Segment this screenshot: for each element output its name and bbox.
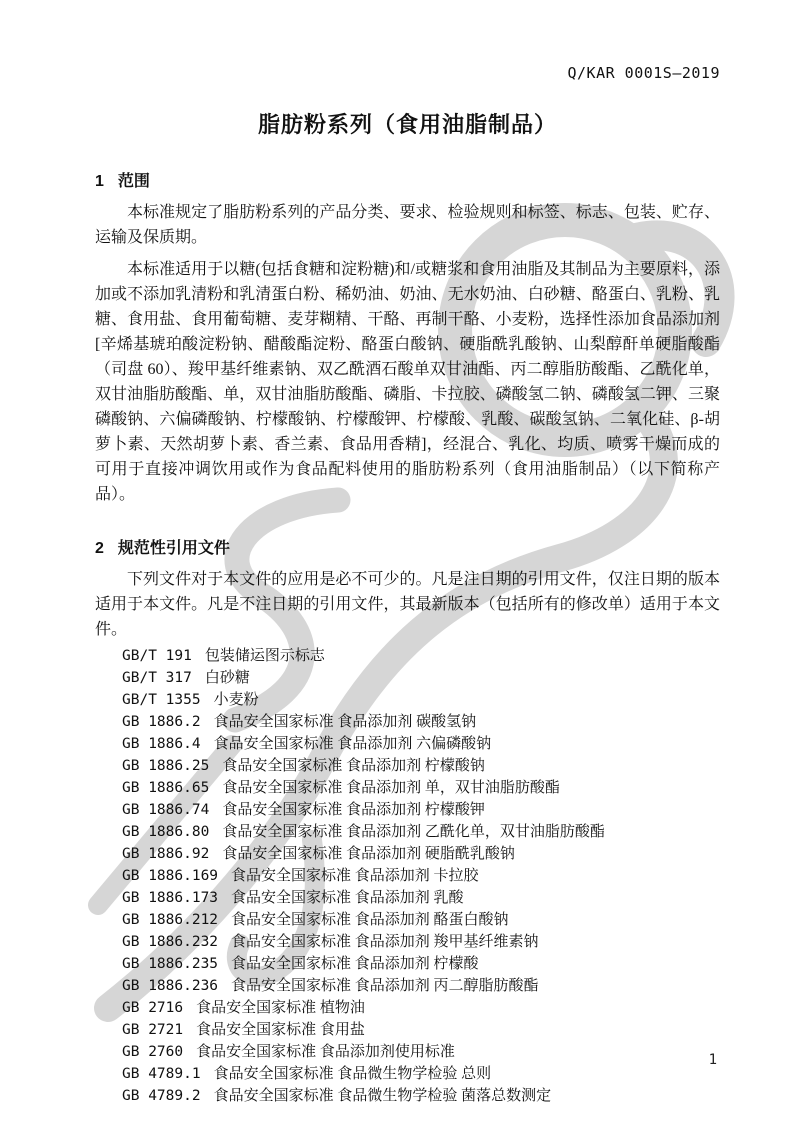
reference-row: [122, 843, 720, 865]
reference-code: GB 2721: [122, 1022, 184, 1038]
reference-title: 食品安全国家标准 食品添加剂 羧甲基纤维素钠: [231, 934, 539, 950]
section-1-title: 范围: [117, 173, 150, 190]
reference-title: 食品安全国家标准 食品添加剂 柠檬酸: [231, 956, 479, 972]
reference-title: 食品安全国家标准 食品添加剂 柠檬酸钾: [222, 802, 485, 818]
reference-code: GB 1886.232: [122, 934, 219, 950]
reference-row: [122, 777, 720, 799]
reference-row: [122, 1041, 720, 1063]
reference-code: GB 1886.2: [122, 714, 201, 730]
reference-code: GB 1886.65: [122, 780, 210, 796]
reference-row: [122, 975, 720, 997]
reference-code: GB 2760: [122, 1044, 184, 1060]
reference-code: GB 1886.92: [122, 846, 210, 862]
reference-row: [122, 1019, 720, 1041]
section-2-paragraph-1: 下列文件对于本文件的应用是必不可少的。凡是注日期的引用文件，仅注日期的版本适用于本文件。凡是不注日期的引用文件，其最新版本（包括所有的修改单）适用于本文件。: [95, 571, 720, 638]
page-number: 1: [708, 1052, 717, 1068]
reference-code: GB/T 1355: [122, 692, 201, 708]
reference-title: 食品安全国家标准 食品添加剂 乙酰化单，双甘油脂肪酸酯: [222, 824, 605, 840]
doc-number: Q/KAR 0001S—2019: [567, 64, 720, 82]
reference-title: 食品安全国家标准 食品添加剂 硬脂酰乳酸钠: [222, 846, 515, 862]
page-title: 脂肪粉系列（食用油脂制品）: [257, 112, 557, 137]
reference-row: [122, 887, 720, 909]
reference-row: [122, 711, 720, 733]
reference-list: [95, 645, 720, 1107]
reference-code: GB 4789.2: [122, 1088, 201, 1104]
reference-code: GB 1886.80: [122, 824, 210, 840]
reference-title: 白砂糖: [204, 670, 250, 686]
reference-code: GB 1886.74: [122, 802, 210, 818]
reference-title: 食品安全国家标准 食品添加剂 单，双甘油脂肪酸酯: [222, 780, 560, 796]
reference-row: [122, 799, 720, 821]
reference-code: GB 1886.25: [122, 758, 210, 774]
reference-row: [122, 645, 720, 667]
section-2-title: 规范性引用文件: [117, 540, 230, 557]
reference-title: 食品安全国家标准 食品添加剂 酪蛋白酸钠: [231, 912, 509, 928]
reference-code: GB 1886.236: [122, 978, 219, 994]
reference-code: GB/T 191: [122, 648, 192, 664]
reference-row: [122, 821, 720, 843]
reference-title: 食品安全国家标准 食品微生物学检验 菌落总数测定: [213, 1088, 552, 1104]
section-1-number: 1: [95, 173, 104, 190]
reference-row: [122, 1085, 720, 1107]
reference-title: 食品安全国家标准 食用盐: [196, 1022, 365, 1038]
reference-row: [122, 1063, 720, 1085]
reference-title: 食品安全国家标准 植物油: [196, 1000, 365, 1016]
section-1-paragraph-1: 本标准规定了脂肪粉系列的产品分类、要求、检验规则和标签、标志、包装、贮存、运输及保质期。: [95, 204, 720, 246]
reference-title: 食品安全国家标准 食品微生物学检验 总则: [213, 1066, 492, 1082]
reference-code: GB 2716: [122, 1000, 184, 1016]
section-2-heading: [95, 538, 720, 560]
reference-row: [122, 997, 720, 1019]
reference-title: 食品安全国家标准 食品添加剂 丙二醇脂肪酸酯: [231, 978, 539, 994]
section-1-paragraph-2: 本标准适用于以糖(包括食糖和淀粉糖)和/或糖浆和食用油脂及其制品为主要原料，添加或不添加乳清粉和乳清蛋白粉、稀奶油、奶油、无水奶油、白砂糖、酪蛋白、乳粉、乳糖、食用盐、食用葡萄糖、麦芽糊精、干酪、再制干酪、小麦粉，选择性添加食品添加剂[辛烯基琥珀酸淀粉钠、醋酸酯淀粉、酪蛋白酸钠、硬脂酰乳酸钠、山梨醇酐单硬脂酸酯（司盘 60）、羧甲基纤维素钠、双乙酰酒石酸单双甘油酯、丙二醇脂肪酸酯、乙酰化单，双甘油脂肪酸酯、单，双甘油脂肪酸酯、磷脂、卡拉胶、磷酸氢二钠、磷酸氢二钾、三聚磷酸钠、六偏磷酸钠、柠檬酸钠、柠檬酸钾、柠檬酸、乳酸、碳酸氢钠、二氧化硅、β-胡萝卜素、天然胡萝卜素、香兰素、食品用香精]，经混合、乳化、均质、喷雾干燥而成的可用于直接冲调饮用或作为食品配料使用的脂肪粉系列（食用油脂制品）（以下简称产品）。: [95, 261, 720, 503]
reference-title: 包装储运图示标志: [204, 648, 325, 664]
section-1-heading: [95, 171, 720, 193]
reference-code: GB 1886.173: [122, 890, 219, 906]
reference-title: 小麦粉: [213, 692, 259, 708]
document-content: [95, 64, 720, 1107]
reference-title: 食品安全国家标准 食品添加剂 碳酸氢钠: [213, 714, 477, 730]
reference-row: [122, 733, 720, 755]
reference-row: [122, 931, 720, 953]
section-2-number: 2: [95, 540, 104, 557]
reference-title: 食品安全国家标准 食品添加剂使用标准: [196, 1044, 455, 1060]
reference-title: 食品安全国家标准 食品添加剂 六偏磷酸钠: [213, 736, 492, 752]
reference-code: GB 1886.4: [122, 736, 201, 752]
reference-code: GB 4789.1: [122, 1066, 201, 1082]
reference-title: 食品安全国家标准 食品添加剂 柠檬酸钠: [222, 758, 485, 774]
reference-row: [122, 953, 720, 975]
reference-row: [122, 865, 720, 887]
reference-title: 食品安全国家标准 食品添加剂 乳酸: [231, 890, 464, 906]
reference-code: GB 1886.235: [122, 956, 219, 972]
reference-row: [122, 909, 720, 931]
reference-row: [122, 755, 720, 777]
reference-row: [122, 667, 720, 689]
reference-code: GB/T 317: [122, 670, 192, 686]
reference-row: [122, 689, 720, 711]
reference-title: 食品安全国家标准 食品添加剂 卡拉胶: [231, 868, 479, 884]
reference-code: GB 1886.212: [122, 912, 219, 928]
reference-code: GB 1886.169: [122, 868, 219, 884]
